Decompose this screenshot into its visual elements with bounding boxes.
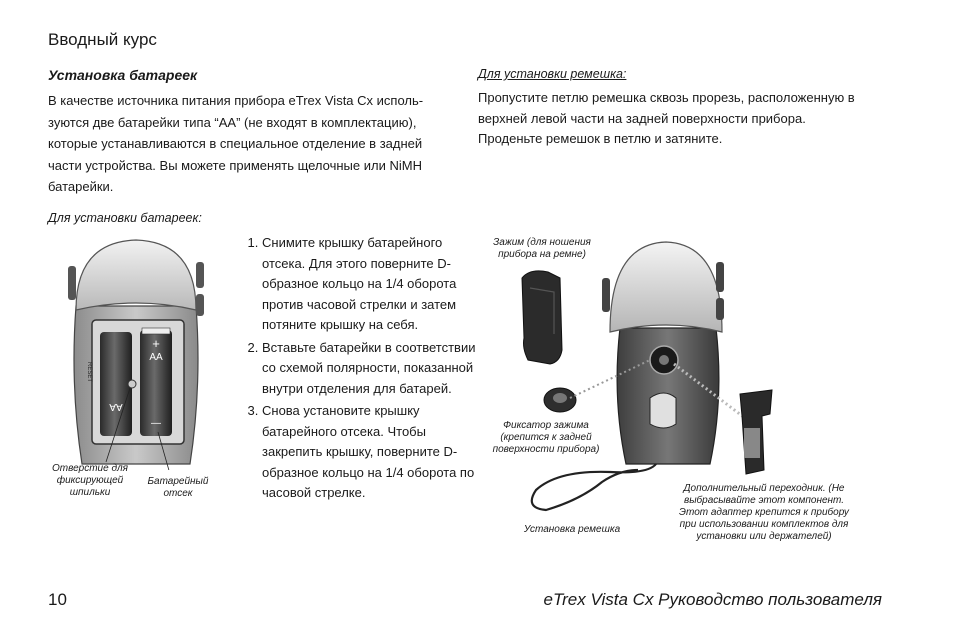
- reset-label: RESET: [86, 362, 92, 383]
- callout-strap: Установка ремешка: [523, 524, 621, 535]
- side-button: [68, 266, 76, 300]
- battery-type-label: AA: [149, 352, 163, 363]
- battery-paragraph: [48, 90, 448, 198]
- pin-hole: [128, 380, 136, 388]
- strap-paragraph-line: Пропустите петлю ремешка сквозь прорезь, расположенную в: [478, 90, 855, 105]
- callout-fixer: Фиксатор зажима (крепится к задней поверхности прибора): [492, 420, 600, 455]
- battery-steps: [246, 233, 477, 506]
- battery-paragraph-line: батарейки.: [48, 179, 114, 194]
- section-header: Вводный курс: [48, 30, 157, 49]
- callout-adapter: Дополнительный переходник. (Не выбрасывайте этот компонент. Этот адаптер крепится к прибору при использовании комплектов для установки или держателей): [679, 483, 849, 542]
- side-button: [196, 262, 204, 288]
- strap-heading: Для установки ремешка:: [478, 67, 627, 81]
- battery-paragraph-line: которые устанавливаются в специальное отделение в задней: [48, 136, 423, 151]
- callout-hole: Отверстие для фиксирующей шпильки: [52, 463, 128, 498]
- battery-heading: Установка батареек: [48, 67, 198, 83]
- callout-compartment: Батарейный отсек: [147, 476, 209, 499]
- callout-clip: Зажим (для ношения прибора на ремне): [493, 237, 591, 260]
- battery-left: [100, 332, 132, 436]
- device-top-cap: [76, 240, 196, 310]
- strap-paragraph-line: Проденьте ремешок в петлю и затяните.: [478, 131, 723, 146]
- step-item: 1. Снимите крышку батарейного отсека. Для этого поверните D-образное кольцо на 1/4 оборота против часовой стрелки и затем потяните крышку на себя.: [262, 233, 477, 336]
- step-item: 3. Снова установите крышку батарейного отсека. Чтобы закрепить крышку, поверните D-образное кольцо на 1/4 оборота по часовой стрелке.: [262, 401, 477, 504]
- page-number: 10: [48, 590, 67, 609]
- step-item: 2. Вставьте батарейки в соответствии со схемой полярности, показанной внутри отделения для батарей.: [262, 338, 477, 400]
- battery-figure-label: Для установки батареек:: [48, 211, 202, 225]
- strap-paragraph: [478, 88, 898, 150]
- belt-clip: [522, 271, 562, 364]
- footer-title: eTrex Vista Cx Руководство пользователя: [543, 590, 882, 609]
- lanyard: [532, 464, 656, 510]
- battery-type-label-inverted: AA: [109, 401, 123, 412]
- strap-paragraph-line: верхней левой части на задней поверхности прибора.: [478, 110, 806, 126]
- d-ring: [650, 393, 676, 428]
- battery-compartment-illustration: [66, 236, 216, 470]
- side-button: [196, 294, 204, 316]
- battery-plus-mark: +: [152, 336, 160, 351]
- battery-minus-mark: —: [151, 418, 161, 429]
- battery-paragraph-line: В качестве источника питания прибора eTrex Vista Cx исполь-: [48, 93, 424, 108]
- battery-paragraph-line: зуются две батарейки типа “AA” (не входят в комплектацию),: [48, 114, 417, 130]
- device-top-cap: [610, 242, 722, 332]
- battery-paragraph-line: части устройства. Вы можете применять щелочные или NiMH: [48, 157, 422, 173]
